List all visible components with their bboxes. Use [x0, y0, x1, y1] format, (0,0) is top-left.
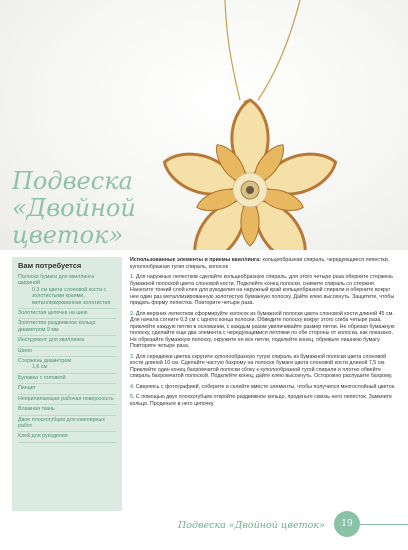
- material-item: [18, 405, 116, 415]
- step-number: 2.: [130, 310, 135, 317]
- materials-sidebar: [12, 257, 122, 511]
- material-name: Золотистая цепочка на шею: [18, 310, 88, 317]
- material-name: Булавка с головкой: [18, 374, 66, 381]
- material-item: [18, 384, 116, 394]
- instruction-step: [130, 274, 398, 307]
- material-item: [18, 319, 116, 336]
- material-detail: 1,6 см: [32, 364, 48, 371]
- step-number: 4.: [130, 383, 135, 390]
- step-text: С помощью двух плоскогубцев откройте раздвижное кольцо, проденьте сквозь него лепесток. Замкните кольцо. Проденьте в него цепочку.: [130, 394, 392, 407]
- step-number: 1.: [130, 274, 135, 280]
- step-text: Для верхних лепестков сформируйте колосок из бумажной полоски цвета слоновой кости длиной 45 см. Для начала согните 0,3 см с одного конца полоски. Обведите полоску вокруг этого сгиба четыре раза, приклейте каждую петлю в основании, с каждым разом увеличивайте размер петли. Не обрезая бумажную полоску, сделайте еще два элемента с чередующимися петлями по обе стороны от колоска, как показано. Не обрезайте бумажную полоску, окружите ее все петли, подклейте конец, обрежьте лишнюю бумагу. Повторите четыре раза.: [130, 310, 395, 349]
- title-line-1: Подвеска: [12, 167, 133, 195]
- title-line-3: цветок»: [12, 221, 124, 249]
- instructions: [130, 257, 398, 411]
- material-item: [18, 395, 116, 405]
- materials-heading: Вам потребуется: [18, 261, 82, 270]
- techniques-label: Использованные элементы и приемы квиллинга:: [130, 257, 261, 263]
- step-number: 3.: [130, 353, 135, 360]
- title-line-2: «Двойной: [12, 194, 136, 222]
- instruction-step: [130, 311, 398, 350]
- step-text: Для серединки цветка скрутите куполообразную тугую спираль из бумажной полоски цвета слоновой кости длиной 10 см. Сделайте частую бахрому на полоске бумаги цвета слоновой кости длиной 7,5 см. Приклейте один конец бахромчатой полоски сбоку к куполообразной тугой спирали и плотно обвейте спираль бахромчатой полоской. Подклейте конец, дайте клею высохнуть. Осторожно распушите бахрому.: [130, 353, 393, 379]
- material-item: [18, 347, 116, 357]
- material-item: [18, 357, 116, 374]
- chain-right: [258, 0, 300, 100]
- material-name: Шило: [18, 347, 32, 354]
- material-item: [18, 309, 116, 319]
- footer-divider: [360, 524, 408, 525]
- material-name: Пинцет: [18, 385, 36, 392]
- material-name: Стержень диаметром: [18, 358, 72, 365]
- chain-left: [225, 0, 240, 100]
- techniques-text: кольцеобразная спираль, чередующиеся лепестки, куполообразная тугая спираль, колосок: [130, 257, 390, 270]
- material-item: [18, 273, 116, 309]
- material-name: Влажная ткань: [18, 406, 55, 413]
- material-item: [18, 432, 116, 442]
- flower-center-core: [246, 186, 254, 194]
- material-name: Двое плоскогубцев для ювелирных работ: [18, 416, 105, 429]
- materials-list: [18, 273, 116, 443]
- material-name: Неприлипающая рабочая поверхность: [18, 395, 114, 402]
- material-name: Инструмент для квиллинга: [18, 337, 85, 344]
- step-number: 5.: [130, 394, 135, 400]
- page-title: [12, 168, 172, 249]
- instruction-step: [130, 394, 398, 407]
- step-text: Сверяясь с фотографией, соберите и склейте вместе элементы, чтобы получился многослойный цветок.: [135, 383, 396, 390]
- material-name: Полоски бумаги для квиллинга шириной: [18, 274, 95, 287]
- footer-title: Подвеска «Двойной цветок»: [178, 520, 325, 531]
- instruction-step: [130, 354, 398, 380]
- material-item: [18, 374, 116, 384]
- material-name: Клей для рукоделия: [18, 433, 68, 440]
- material-item: [18, 416, 116, 433]
- step-text: Для наружных лепестков сделайте кольцеобразную спираль, для этого четыре раза оберните стержень бумажной полоской цвета слоновой кости. Подклейте конец полоски, снимите спираль со стержня. Нанесите тонкий слой клея для рукоделия на наружный край кольцеобразной спирали и оберните вокруг нее один раз металлизированную золотистую бумажную полоску. Дайте клею высохнуть. Защитите, чтобы придать форму лепестка. Повторите четыре раза.: [130, 274, 395, 306]
- techniques-intro: [130, 257, 398, 270]
- material-detail: 0,3 см цвета слоновой кости с золотистыми краями, металлизированная золотистая: [32, 286, 111, 306]
- instruction-step: [130, 384, 398, 391]
- material-name: Золотистое раздвижное кольцо диаметром 9 мм: [18, 320, 96, 333]
- steps-list: [130, 274, 398, 407]
- material-item: [18, 336, 116, 346]
- page-number: 19: [334, 511, 360, 537]
